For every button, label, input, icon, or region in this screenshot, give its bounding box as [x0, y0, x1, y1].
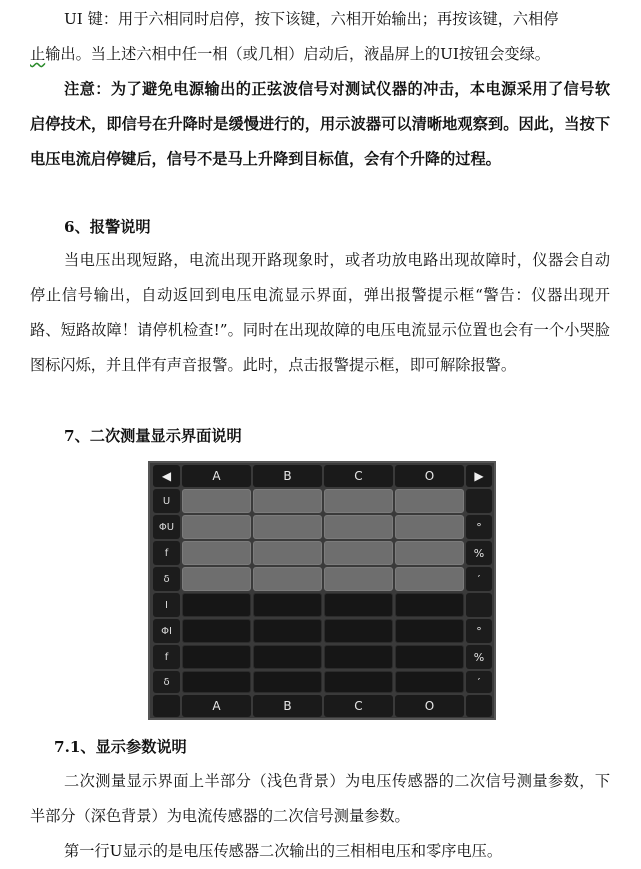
current-value-cell [253, 593, 322, 617]
current-value-cell [395, 671, 464, 693]
column-header-bottom-o: O [395, 695, 464, 717]
current-value-cell [324, 671, 393, 693]
corner-cell [466, 695, 492, 717]
section-7-1-heading: 7.1、显示参数说明 [54, 738, 187, 756]
voltage-value-cell [324, 541, 393, 565]
unit-cell [466, 593, 492, 617]
unit-cell: ′ [466, 567, 492, 591]
current-value-cell [182, 645, 251, 669]
current-value-cell [182, 593, 251, 617]
voltage-value-cell [253, 489, 322, 513]
unit-cell: ′ [466, 671, 492, 693]
row-label: I [153, 593, 180, 617]
voltage-value-cell [182, 515, 251, 539]
unit-cell: ° [466, 515, 492, 539]
current-value-cell [253, 619, 322, 643]
current-value-cell [182, 619, 251, 643]
column-header-bottom-b: B [253, 695, 322, 717]
unit-cell: % [466, 645, 492, 669]
ui-key-prefix: UI [64, 10, 83, 28]
row-label: U [153, 489, 180, 513]
current-value-cell [324, 593, 393, 617]
column-header-top-b: B [253, 465, 322, 487]
row-label: ΦU [153, 515, 180, 539]
unit-cell: ° [466, 619, 492, 643]
current-value-cell [395, 619, 464, 643]
ui-key-text-line2: 输出。当上述六相中任一相（或几相）启动后，液晶屏上的UI按钮会变绿。 [45, 45, 550, 63]
unit-cell [466, 489, 492, 513]
column-header-bottom-c: C [324, 695, 393, 717]
voltage-value-cell [253, 515, 322, 539]
row-label: δ [153, 671, 180, 693]
current-value-cell [253, 645, 322, 669]
alarm-paragraph: 当电压出现短路，电流出现开路现象时，或者功放电路出现故障时，仪器会自动停止信号输出，自动返回到电压电流显示界面，弹出报警提示框“警告：仪器出现开路、短路故障！请停机检查!”。同时在出现故障的电压电流显示位置也会有一个小哭脸图标闪烁，并且伴有声音报警。此时，点击报警提示框，即可解除报警。 [30, 251, 610, 374]
row-label: f [153, 645, 180, 669]
current-value-cell [395, 645, 464, 669]
voltage-value-cell [324, 567, 393, 591]
column-header-top-o: O [395, 465, 464, 487]
voltage-value-cell [182, 489, 251, 513]
voltage-value-cell [395, 489, 464, 513]
current-value-cell [324, 619, 393, 643]
row-label: ΦI [153, 619, 180, 643]
current-value-cell [182, 671, 251, 693]
row-label: f [153, 541, 180, 565]
section-7-heading: 7、二次测量显示界面说明 [64, 427, 242, 445]
column-header-top-a: A [182, 465, 251, 487]
first-row-paragraph: 第一行U显示的是电压传感器二次输出的三相相电压和零序电压。 [64, 842, 503, 860]
secondary-measurement-screen [148, 461, 496, 720]
voltage-value-cell [395, 567, 464, 591]
voltage-value-cell [253, 541, 322, 565]
ui-key-paragraph [30, 2, 610, 72]
voltage-value-cell [253, 567, 322, 591]
nav-left-arrow-icon[interactable]: ◀ [153, 465, 180, 487]
unit-cell: % [466, 541, 492, 565]
ui-key-wavy-char: 止 [30, 45, 46, 63]
voltage-value-cell [324, 515, 393, 539]
corner-cell [153, 695, 180, 717]
nav-right-arrow-icon[interactable]: ▶ [466, 465, 492, 487]
soft-start-note: 注意：为了避免电源输出的正弦波信号对测试仪器的冲击，本电源采用了信号软启停技术，即信号在升降时是缓慢进行的，用示波器可以清晰地观察到。因此，当按下电压电流启停键后，信号不是马上升降到目标值，会有个升降的过程。 [30, 80, 610, 168]
current-value-cell [253, 671, 322, 693]
voltage-value-cell [395, 515, 464, 539]
voltage-value-cell [182, 567, 251, 591]
voltage-value-cell [395, 541, 464, 565]
column-header-bottom-a: A [182, 695, 251, 717]
row-label: δ [153, 567, 180, 591]
display-param-paragraph: 二次测量显示界面上半部分（浅色背景）为电压传感器的二次信号测量参数，下半部分（深色背景）为电流传感器的二次信号测量参数。 [30, 772, 610, 825]
ui-key-text: 键：用于六相同时启停，按下该键，六相开始输出；再按该键，六相停 [82, 10, 559, 28]
voltage-value-cell [182, 541, 251, 565]
voltage-value-cell [324, 489, 393, 513]
current-value-cell [395, 593, 464, 617]
column-header-top-c: C [324, 465, 393, 487]
section-6-heading: 6、报警说明 [64, 218, 151, 236]
current-value-cell [324, 645, 393, 669]
